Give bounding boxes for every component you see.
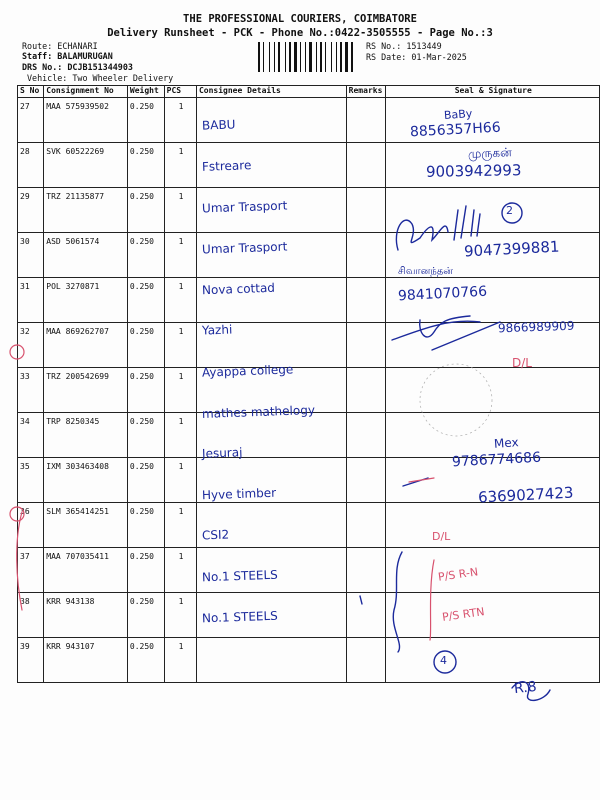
row-consignment: TRZ 21135877 bbox=[44, 188, 128, 233]
row-weight: 0.250 bbox=[127, 233, 164, 278]
red-strike-36 bbox=[409, 478, 434, 482]
signature-name-28: முருகன் bbox=[467, 145, 512, 161]
row-sno: 37 bbox=[18, 548, 44, 593]
row-pcs: 1 bbox=[164, 368, 196, 413]
row-weight: 0.250 bbox=[127, 323, 164, 368]
row-sno: 36 bbox=[18, 503, 44, 548]
consignee-handwriting: Ayappa college bbox=[201, 362, 294, 380]
consignee-handwriting: No.1 STEELS bbox=[201, 567, 279, 585]
row-pcs: 1 bbox=[164, 503, 196, 548]
row-consignment: MAA 707035411 bbox=[44, 548, 128, 593]
row-consignment: MAA 575939502 bbox=[44, 98, 128, 143]
row-consignment: ASD 5061574 bbox=[44, 233, 128, 278]
row-sno: 29 bbox=[18, 188, 44, 233]
col-remarks: Remarks bbox=[346, 86, 385, 98]
consignee-handwriting: BABU bbox=[201, 117, 236, 133]
consignee-handwriting: Hyve timber bbox=[201, 485, 277, 503]
signature-scribble-32 bbox=[392, 316, 500, 350]
consignee-handwriting: No.1 STEELS bbox=[201, 608, 279, 626]
row-sno: 32 bbox=[18, 323, 44, 368]
row-consignment: POL 3270871 bbox=[44, 278, 128, 323]
col-sno: S No bbox=[18, 86, 44, 98]
row-consignment: KRR 943138 bbox=[44, 593, 128, 638]
col-signature: Seal & Signature bbox=[385, 86, 599, 98]
signature-phone-35: 9786774686 bbox=[451, 449, 542, 471]
row-sno: 30 bbox=[18, 233, 44, 278]
consignee-handwriting: Yazhi bbox=[201, 322, 233, 338]
row-sno: 31 bbox=[18, 278, 44, 323]
signature-phone-36: 6369027423 bbox=[477, 483, 574, 507]
return-mark-39: P/S RTN bbox=[441, 605, 486, 624]
circle-number-30: 2 bbox=[506, 204, 513, 217]
bracket-37-39 bbox=[17, 512, 22, 610]
return-mark-38: P/S R-N bbox=[437, 565, 479, 584]
signature-phone-31: 9841070766 bbox=[397, 283, 488, 305]
row-sno: 28 bbox=[18, 143, 44, 188]
delivered-mark-37: D/L bbox=[432, 530, 451, 543]
rs-number: RS No.: 1513449 bbox=[366, 41, 442, 51]
signature-phone-32: 9866989909 bbox=[497, 318, 575, 336]
row-sno: 33 bbox=[18, 368, 44, 413]
row-weight: 0.250 bbox=[127, 188, 164, 233]
row-consignment: TRP 8250345 bbox=[44, 413, 128, 458]
consignee-handwriting: Umar Trasport bbox=[201, 198, 288, 216]
consignee-handwriting: Jesuraj bbox=[201, 445, 243, 461]
delivered-mark-33: D/L bbox=[512, 356, 532, 370]
row-consignment: MAA 869262707 bbox=[44, 323, 128, 368]
row-pcs: 1 bbox=[164, 593, 196, 638]
row-weight: 0.250 bbox=[127, 98, 164, 143]
tick-mark-39 bbox=[360, 596, 362, 604]
row-consignment: SVK 60522269 bbox=[44, 143, 128, 188]
row-pcs: 1 bbox=[164, 413, 196, 458]
signature-phone-27: 8856357H66 bbox=[409, 119, 502, 141]
row-sno: 34 bbox=[18, 413, 44, 458]
row-pcs: 1 bbox=[164, 233, 196, 278]
rs-date: RS Date: 01-Mar-2025 bbox=[366, 52, 467, 62]
signature-name-27: BaBy bbox=[443, 107, 473, 122]
signature-scribble-29 bbox=[396, 220, 448, 250]
row-pcs: 1 bbox=[164, 548, 196, 593]
row-sno: 27 bbox=[18, 98, 44, 143]
company-title: THE PROFESSIONAL COURIERS, COIMBATORE bbox=[183, 13, 417, 25]
signature-phone-30: 9047399881 bbox=[463, 237, 560, 261]
row-sno: 39 bbox=[18, 638, 44, 683]
row-weight: 0.250 bbox=[127, 593, 164, 638]
row-pcs: 1 bbox=[164, 188, 196, 233]
row-consignment: KRR 943107 bbox=[44, 638, 128, 683]
row-pcs: 1 bbox=[164, 323, 196, 368]
row-consignment: IXM 303463408 bbox=[44, 458, 128, 503]
row-weight: 0.250 bbox=[127, 638, 164, 683]
row-weight: 0.250 bbox=[127, 503, 164, 548]
circle-33 bbox=[10, 345, 24, 359]
consignee-handwriting: CSI2 bbox=[201, 527, 230, 543]
route-label: Route: ECHANARI bbox=[22, 41, 98, 51]
row-sno: 35 bbox=[18, 458, 44, 503]
consignee-handwriting: Fstreare bbox=[201, 158, 252, 174]
row-consignment: SLM 365414251 bbox=[44, 503, 128, 548]
pen-strokes-29 bbox=[454, 206, 480, 240]
bracket-38-39 bbox=[393, 552, 402, 652]
stamp-34 bbox=[420, 364, 492, 436]
row-pcs: 1 bbox=[164, 143, 196, 188]
consignee-handwriting: mathes mathelogy bbox=[201, 403, 316, 421]
consignee-handwriting: Umar Trasport bbox=[201, 239, 288, 257]
signature-name-31: சிவானந்தன் bbox=[398, 266, 453, 277]
row-pcs: 1 bbox=[164, 98, 196, 143]
row-weight: 0.250 bbox=[127, 458, 164, 503]
row-weight: 0.250 bbox=[127, 548, 164, 593]
row-pcs: 1 bbox=[164, 638, 196, 683]
row-pcs: 1 bbox=[164, 458, 196, 503]
circle-number-4: 4 bbox=[440, 654, 447, 667]
red-bracket-38-39 bbox=[430, 560, 434, 640]
row-pcs: 1 bbox=[164, 278, 196, 323]
staff-label: Staff: BALAMURUGAN bbox=[22, 51, 113, 61]
signature-name-35: Mex bbox=[493, 435, 520, 451]
consignee-handwriting: Nova cottad bbox=[201, 280, 276, 298]
col-weight: Weight bbox=[127, 86, 164, 98]
signature-phone-28: 9003942993 bbox=[425, 161, 522, 181]
col-consignment: Consignment No bbox=[44, 86, 128, 98]
runsheet-subtitle: Delivery Runsheet - PCK - Phone No.:0422-3505555 - Page No.:3 bbox=[107, 27, 493, 39]
row-consignment: TRZ 200542699 bbox=[44, 368, 128, 413]
initials-mark: R.8 bbox=[513, 678, 538, 698]
row-weight: 0.250 bbox=[127, 278, 164, 323]
row-weight: 0.250 bbox=[127, 413, 164, 458]
row-sno: 38 bbox=[18, 593, 44, 638]
row-weight: 0.250 bbox=[127, 368, 164, 413]
col-pcs: PCS bbox=[164, 86, 196, 98]
row-weight: 0.250 bbox=[127, 143, 164, 188]
col-consignee: Consignee Details bbox=[196, 86, 346, 98]
vehicle-label: Vehicle: Two Wheeler Delivery bbox=[27, 73, 174, 83]
drs-label: DRS No.: DCJB151344903 bbox=[22, 62, 133, 72]
